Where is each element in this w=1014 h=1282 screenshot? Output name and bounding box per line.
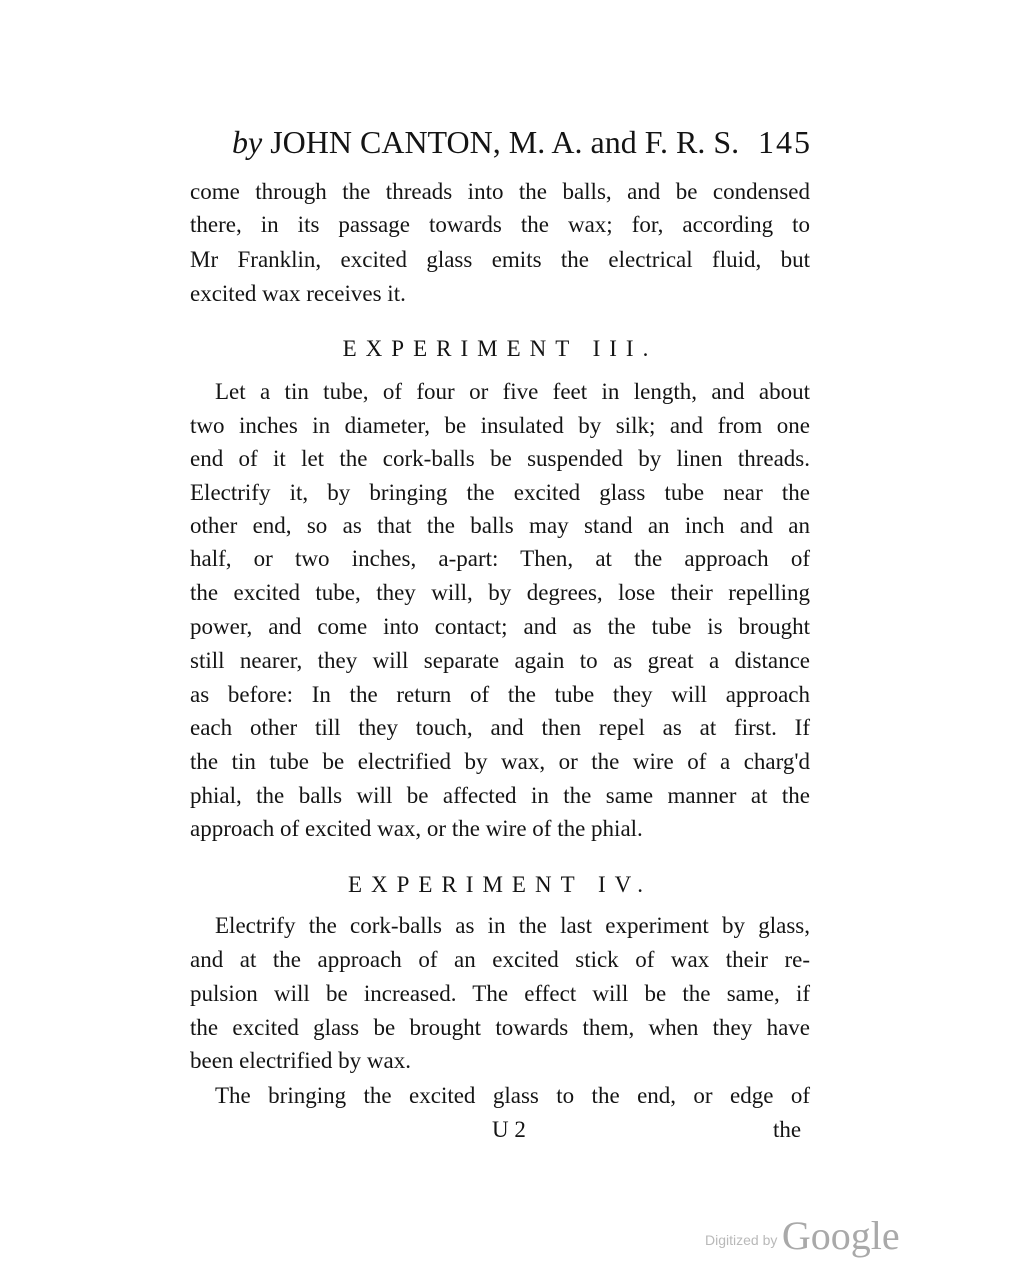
signature-mark: U 2: [492, 1117, 526, 1142]
text-line: power, and come into contact; and as the tube is brought: [190, 614, 810, 639]
text-line: as before: In the return of the tube they will approach: [190, 682, 810, 707]
text-line: the excited tube, they will, by degrees, lose their repelling: [190, 580, 810, 605]
watermark-prefix: Digitized by: [705, 1232, 778, 1248]
section-heading: EXPERIMENT IV.: [347, 872, 653, 897]
catchword: the: [773, 1117, 802, 1142]
google-logo: Google: [781, 1213, 900, 1258]
text-line: Mr Franklin, excited glass emits the electrical fluid, but: [190, 247, 810, 272]
text-line: The bringing the excited glass to the end, or edge of: [215, 1083, 810, 1108]
digitized-watermark: [705, 1212, 900, 1262]
header-by: by: [232, 124, 263, 160]
text-line: other end, so as that the balls may stand an inch and an: [190, 513, 810, 538]
page-number: 145: [758, 124, 812, 160]
running-header: [232, 120, 812, 164]
section-heading: EXPERIMENT III.: [342, 336, 658, 361]
text-line: there, in its passage towards the wax; for, according to: [190, 212, 810, 237]
text-line: the tin tube be electrified by wax, or the wire of a charg'd: [190, 749, 810, 774]
text-line: Let a tin tube, of four or five feet in length, and about: [215, 379, 810, 404]
text-line: still nearer, they will separate again to as great a distance: [190, 648, 810, 673]
text-line: the excited glass be brought towards them, when they have: [190, 1015, 810, 1040]
text-line: Electrify it, by bringing the excited glass tube near the: [190, 480, 810, 505]
text-line: pulsion will be increased. The effect will be the same, if: [190, 981, 810, 1006]
text-line: phial, the balls will be affected in the same manner at the: [190, 783, 810, 808]
text-line: been electrified by wax.: [190, 1048, 411, 1073]
text-line: two inches in diameter, be insulated by silk; and from one: [190, 413, 810, 438]
text-line: each other till they touch, and then repel as at first. If: [190, 715, 810, 740]
text-line: half, or two inches, a-part: Then, at the approach of: [190, 546, 810, 571]
text-line: end of it let the cork-balls be suspended by linen threads.: [190, 446, 810, 471]
text-line: Electrify the cork-balls as in the last experiment by glass,: [215, 913, 810, 938]
text-line: excited wax receives it.: [190, 281, 406, 306]
text-line: approach of excited wax, or the wire of the phial.: [190, 816, 643, 841]
text-line: come through the threads into the balls, and be condensed: [190, 179, 810, 204]
header-author: JOHN CANTON, M. A. and F. R. S.: [270, 124, 740, 160]
text-line: and at the approach of an excited stick of wax their re-: [190, 947, 810, 972]
